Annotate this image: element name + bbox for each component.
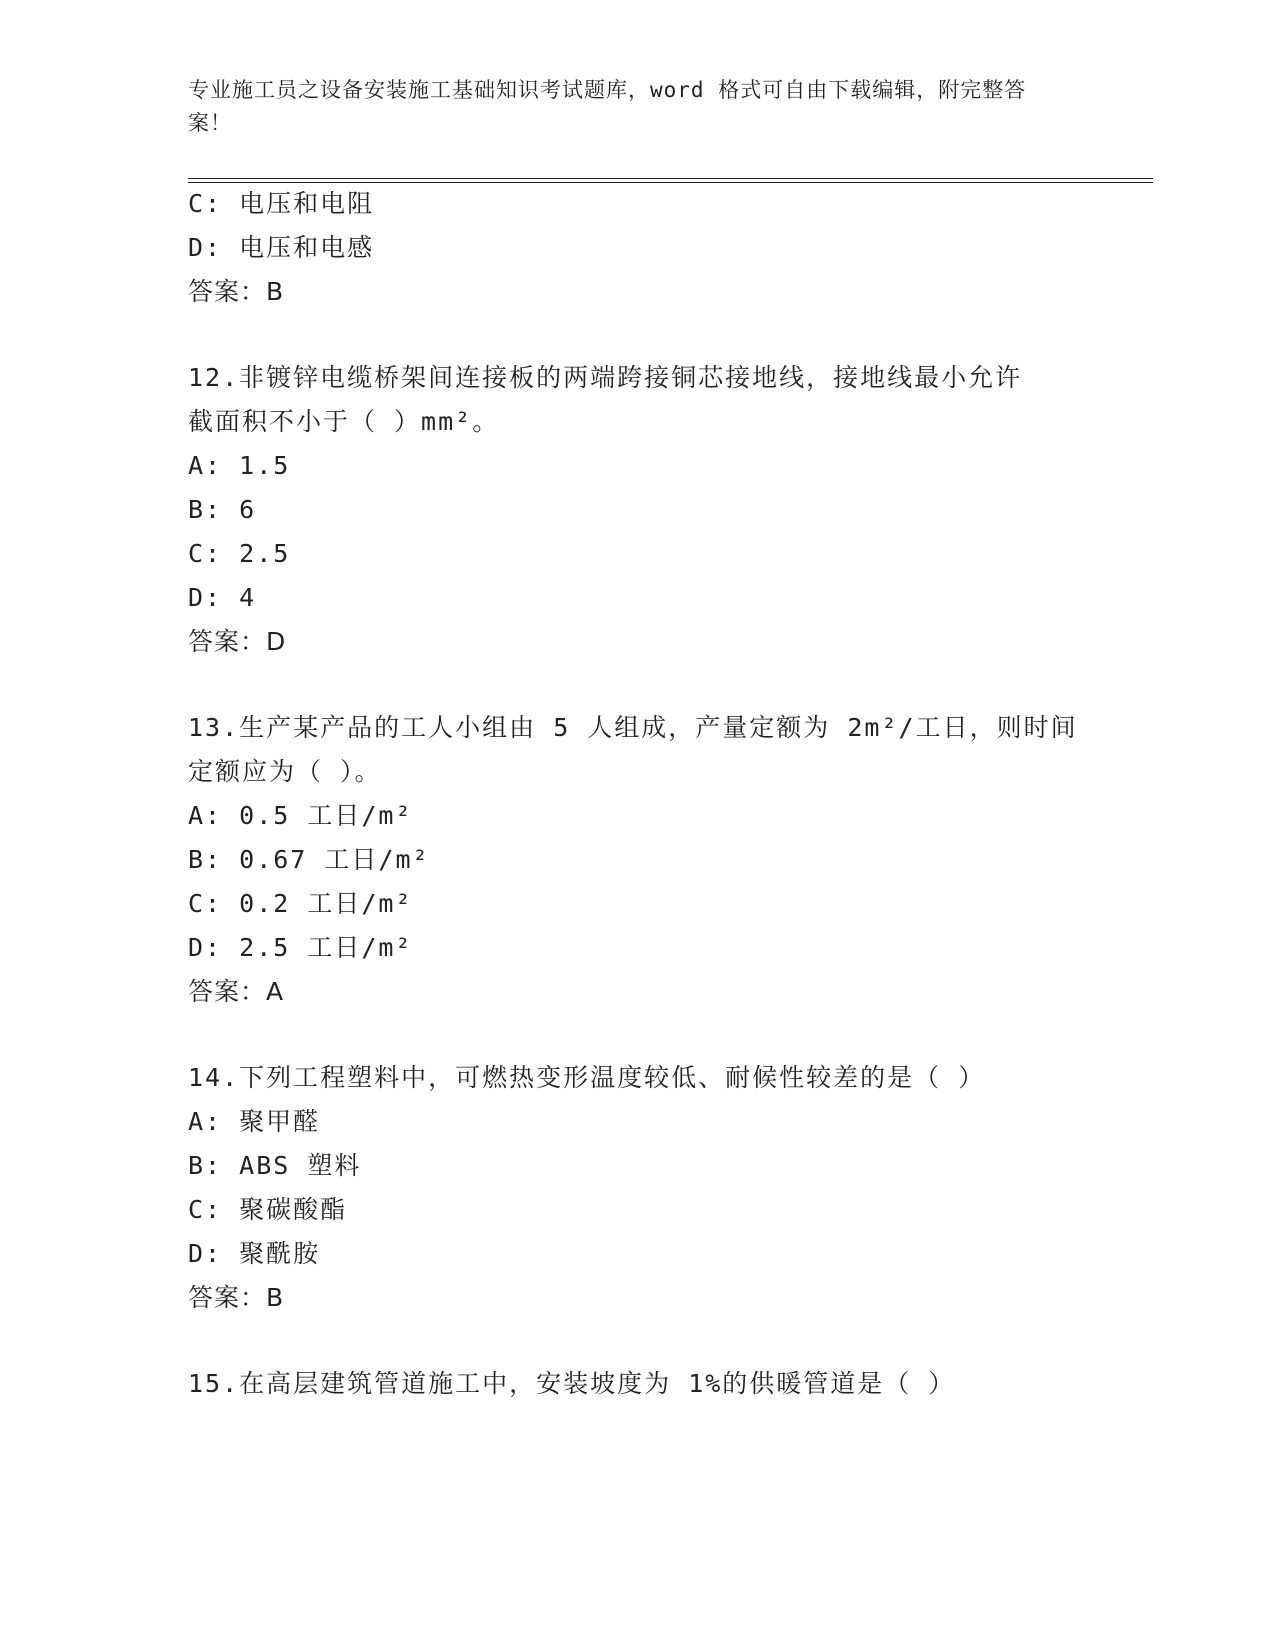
q14-stem-line1: 14.下列工程塑料中，可燃热变形温度较低、耐候性较差的是（ ）	[188, 1063, 986, 1092]
q12-answer: 答案：D	[188, 627, 287, 656]
document-header-title: 专业施工员之设备安装施工基础知识考试题库，word 格式可自由下载编辑，附完整答案！	[188, 78, 1027, 135]
q12-option-d: D: 4	[188, 583, 257, 612]
q11-option-d: D: 电压和电感	[188, 233, 375, 262]
q13-answer: 答案：A	[188, 977, 285, 1006]
q11-answer: 答案：B	[188, 277, 285, 306]
q13-stem-line1: 13.生产某产品的工人小组由 5 人组成，产量定额为 2m²/工日，则时间	[188, 713, 1078, 742]
q14-option-a: A: 聚甲醛	[188, 1107, 321, 1136]
q12-option-a: A: 1.5	[188, 451, 291, 480]
header-divider-top	[188, 178, 1153, 179]
q13-stem-line2: 定额应为（ ）。	[188, 757, 382, 786]
header-divider-bottom	[188, 182, 1153, 183]
q13-option-b: B: 0.67 工日/m²	[188, 845, 430, 874]
q14-option-c: C: 聚碳酸酯	[188, 1195, 348, 1224]
q12-stem-line1: 12.非镀锌电缆桥架间连接板的两端跨接铜芯接地线，接地线最小允许	[188, 363, 1023, 392]
q12-option-c: C: 2.5	[188, 539, 291, 568]
q12-stem-line2: 截面积不小于（ ）mm²。	[188, 407, 500, 436]
q12-option-b: B: 6	[188, 495, 257, 524]
q13-option-a: A: 0.5 工日/m²	[188, 801, 413, 830]
q13-option-d: D: 2.5 工日/m²	[188, 933, 413, 962]
q15-stem-line1: 15.在高层建筑管道施工中，安装坡度为 1%的供暖管道是（ ）	[188, 1369, 956, 1398]
q14-option-b: B: ABS 塑料	[188, 1151, 362, 1180]
q11-option-c: C: 电压和电阻	[188, 189, 375, 218]
q14-answer: 答案：B	[188, 1283, 285, 1312]
q14-option-d: D: 聚酰胺	[188, 1239, 321, 1268]
q13-option-c: C: 0.2 工日/m²	[188, 889, 413, 918]
